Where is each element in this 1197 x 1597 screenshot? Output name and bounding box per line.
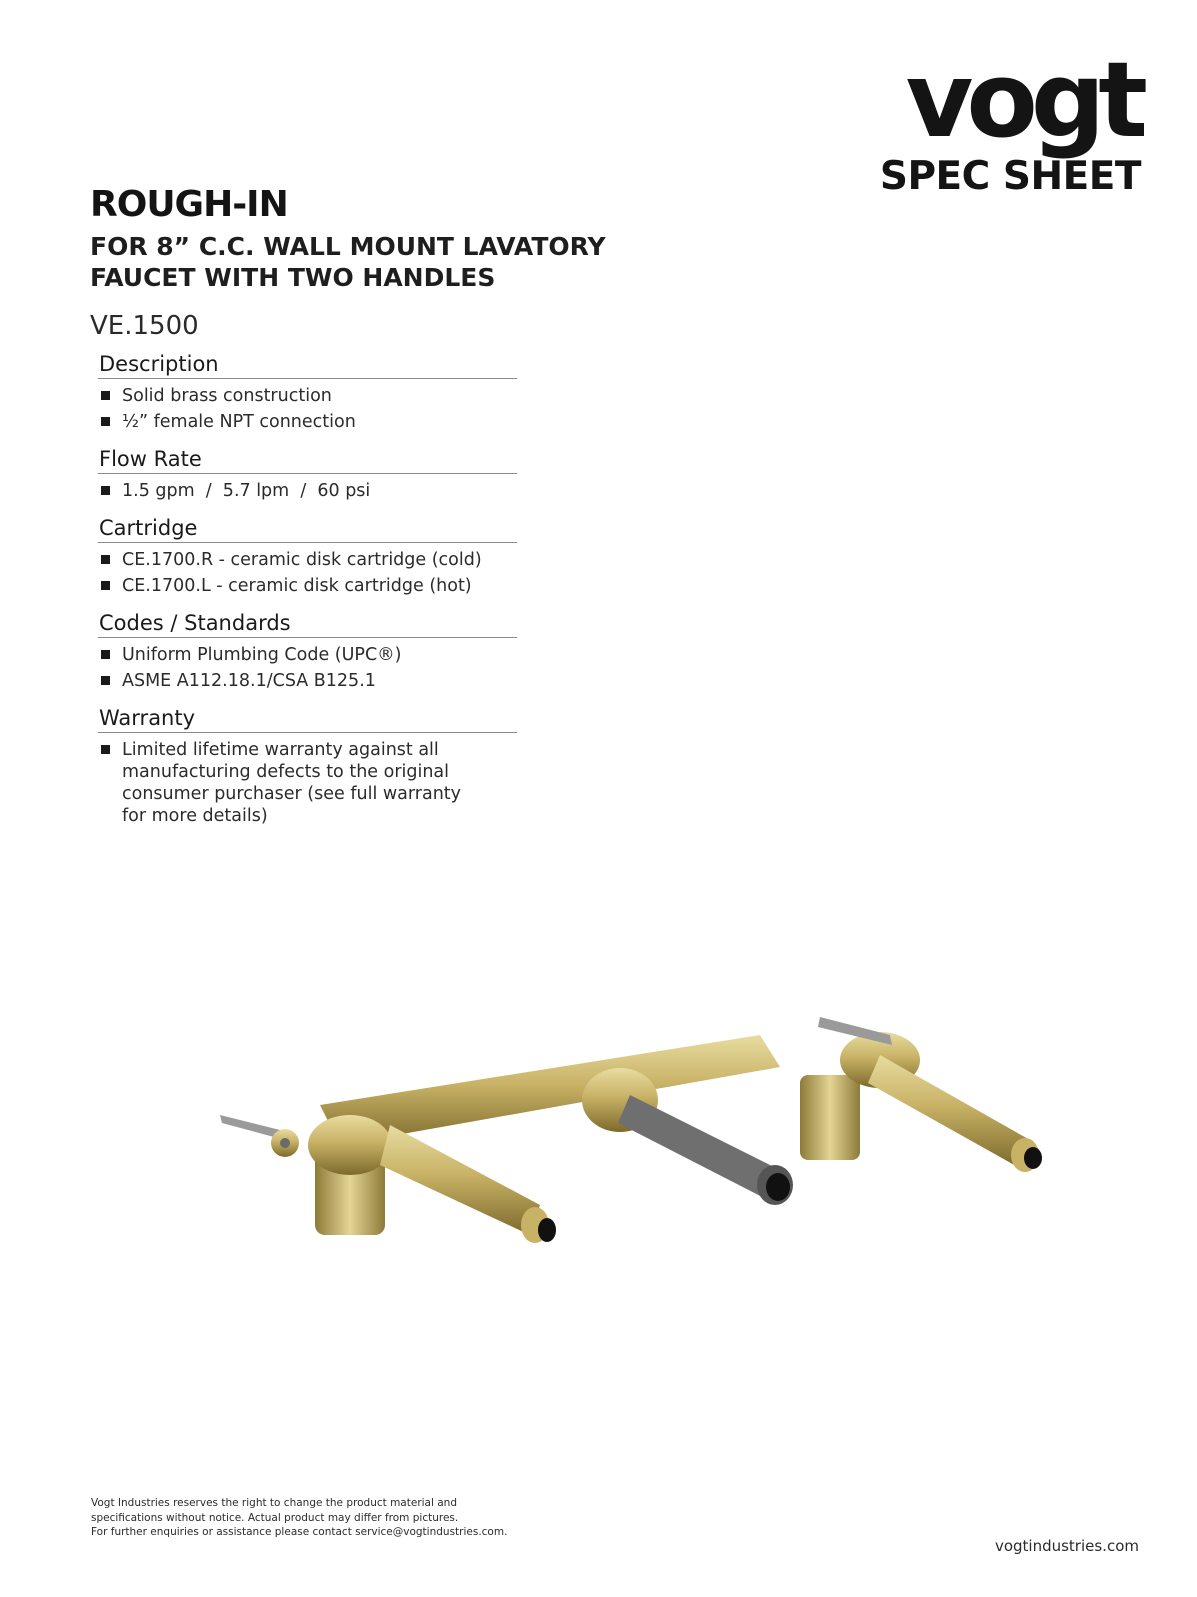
subtitle-line-1: FOR 8” C.C. WALL MOUNT LAVATORY bbox=[90, 232, 606, 261]
brand-logo bbox=[879, 39, 1141, 199]
spec-sections bbox=[100, 352, 518, 841]
list-item: Uniform Plumbing Code (UPC®) bbox=[100, 644, 518, 666]
list-item: Solid brass construction bbox=[100, 385, 518, 407]
section-cartridge bbox=[100, 516, 518, 597]
section-description bbox=[100, 352, 518, 433]
list-item: CE.1700.L - ceramic disk cartridge (hot) bbox=[100, 575, 518, 597]
title-block bbox=[90, 184, 606, 341]
page-title: ROUGH-IN bbox=[90, 184, 288, 225]
subtitle-line-2: FAUCET WITH TWO HANDLES bbox=[90, 263, 496, 292]
right-valve-body bbox=[800, 1017, 1042, 1172]
center-outlet bbox=[582, 1068, 793, 1205]
section-heading: Codes / Standards bbox=[98, 611, 517, 638]
list-item: 1.5 gpm / 5.7 lpm / 60 psi bbox=[100, 480, 518, 502]
left-outlet-nipple bbox=[380, 1125, 556, 1243]
section-codes bbox=[100, 611, 518, 692]
section-heading: Warranty bbox=[98, 706, 517, 733]
website-link[interactable]: vogtindustries.com bbox=[994, 1537, 1139, 1555]
doc-type-title: SPEC SHEET bbox=[879, 154, 1141, 199]
logo-wordmark: vogt bbox=[905, 39, 1141, 161]
footer-note-line: For further enquiries or assistance please contact service@vogtindustries.com. bbox=[91, 1526, 508, 1538]
left-valve-body bbox=[220, 1115, 392, 1235]
section-heading: Cartridge bbox=[98, 516, 517, 543]
section-heading: Flow Rate bbox=[98, 447, 517, 474]
footer-note-line: specifications without notice. Actual product may differ from pictures. bbox=[91, 1511, 459, 1524]
list-item: CE.1700.R - ceramic disk cartridge (cold) bbox=[100, 549, 518, 571]
manifold-bar bbox=[320, 1035, 780, 1145]
page-subtitle bbox=[90, 231, 606, 293]
list-item: Limited lifetime warranty against all manufacturing defects to the original consumer purchaser (see full warranty for more details) bbox=[100, 739, 462, 827]
product-image bbox=[200, 1005, 1070, 1275]
footer-note-line: Vogt Industries reserves the right to change the product material and bbox=[91, 1497, 457, 1509]
model-number: VE.1500 bbox=[90, 311, 199, 341]
list-item: ½” female NPT connection bbox=[100, 411, 518, 433]
list-item: ASME A112.18.1/CSA B125.1 bbox=[100, 670, 518, 692]
footer-disclaimer bbox=[91, 1496, 651, 1540]
section-warranty bbox=[100, 706, 518, 827]
section-flow-rate bbox=[100, 447, 518, 502]
section-heading: Description bbox=[98, 352, 517, 379]
